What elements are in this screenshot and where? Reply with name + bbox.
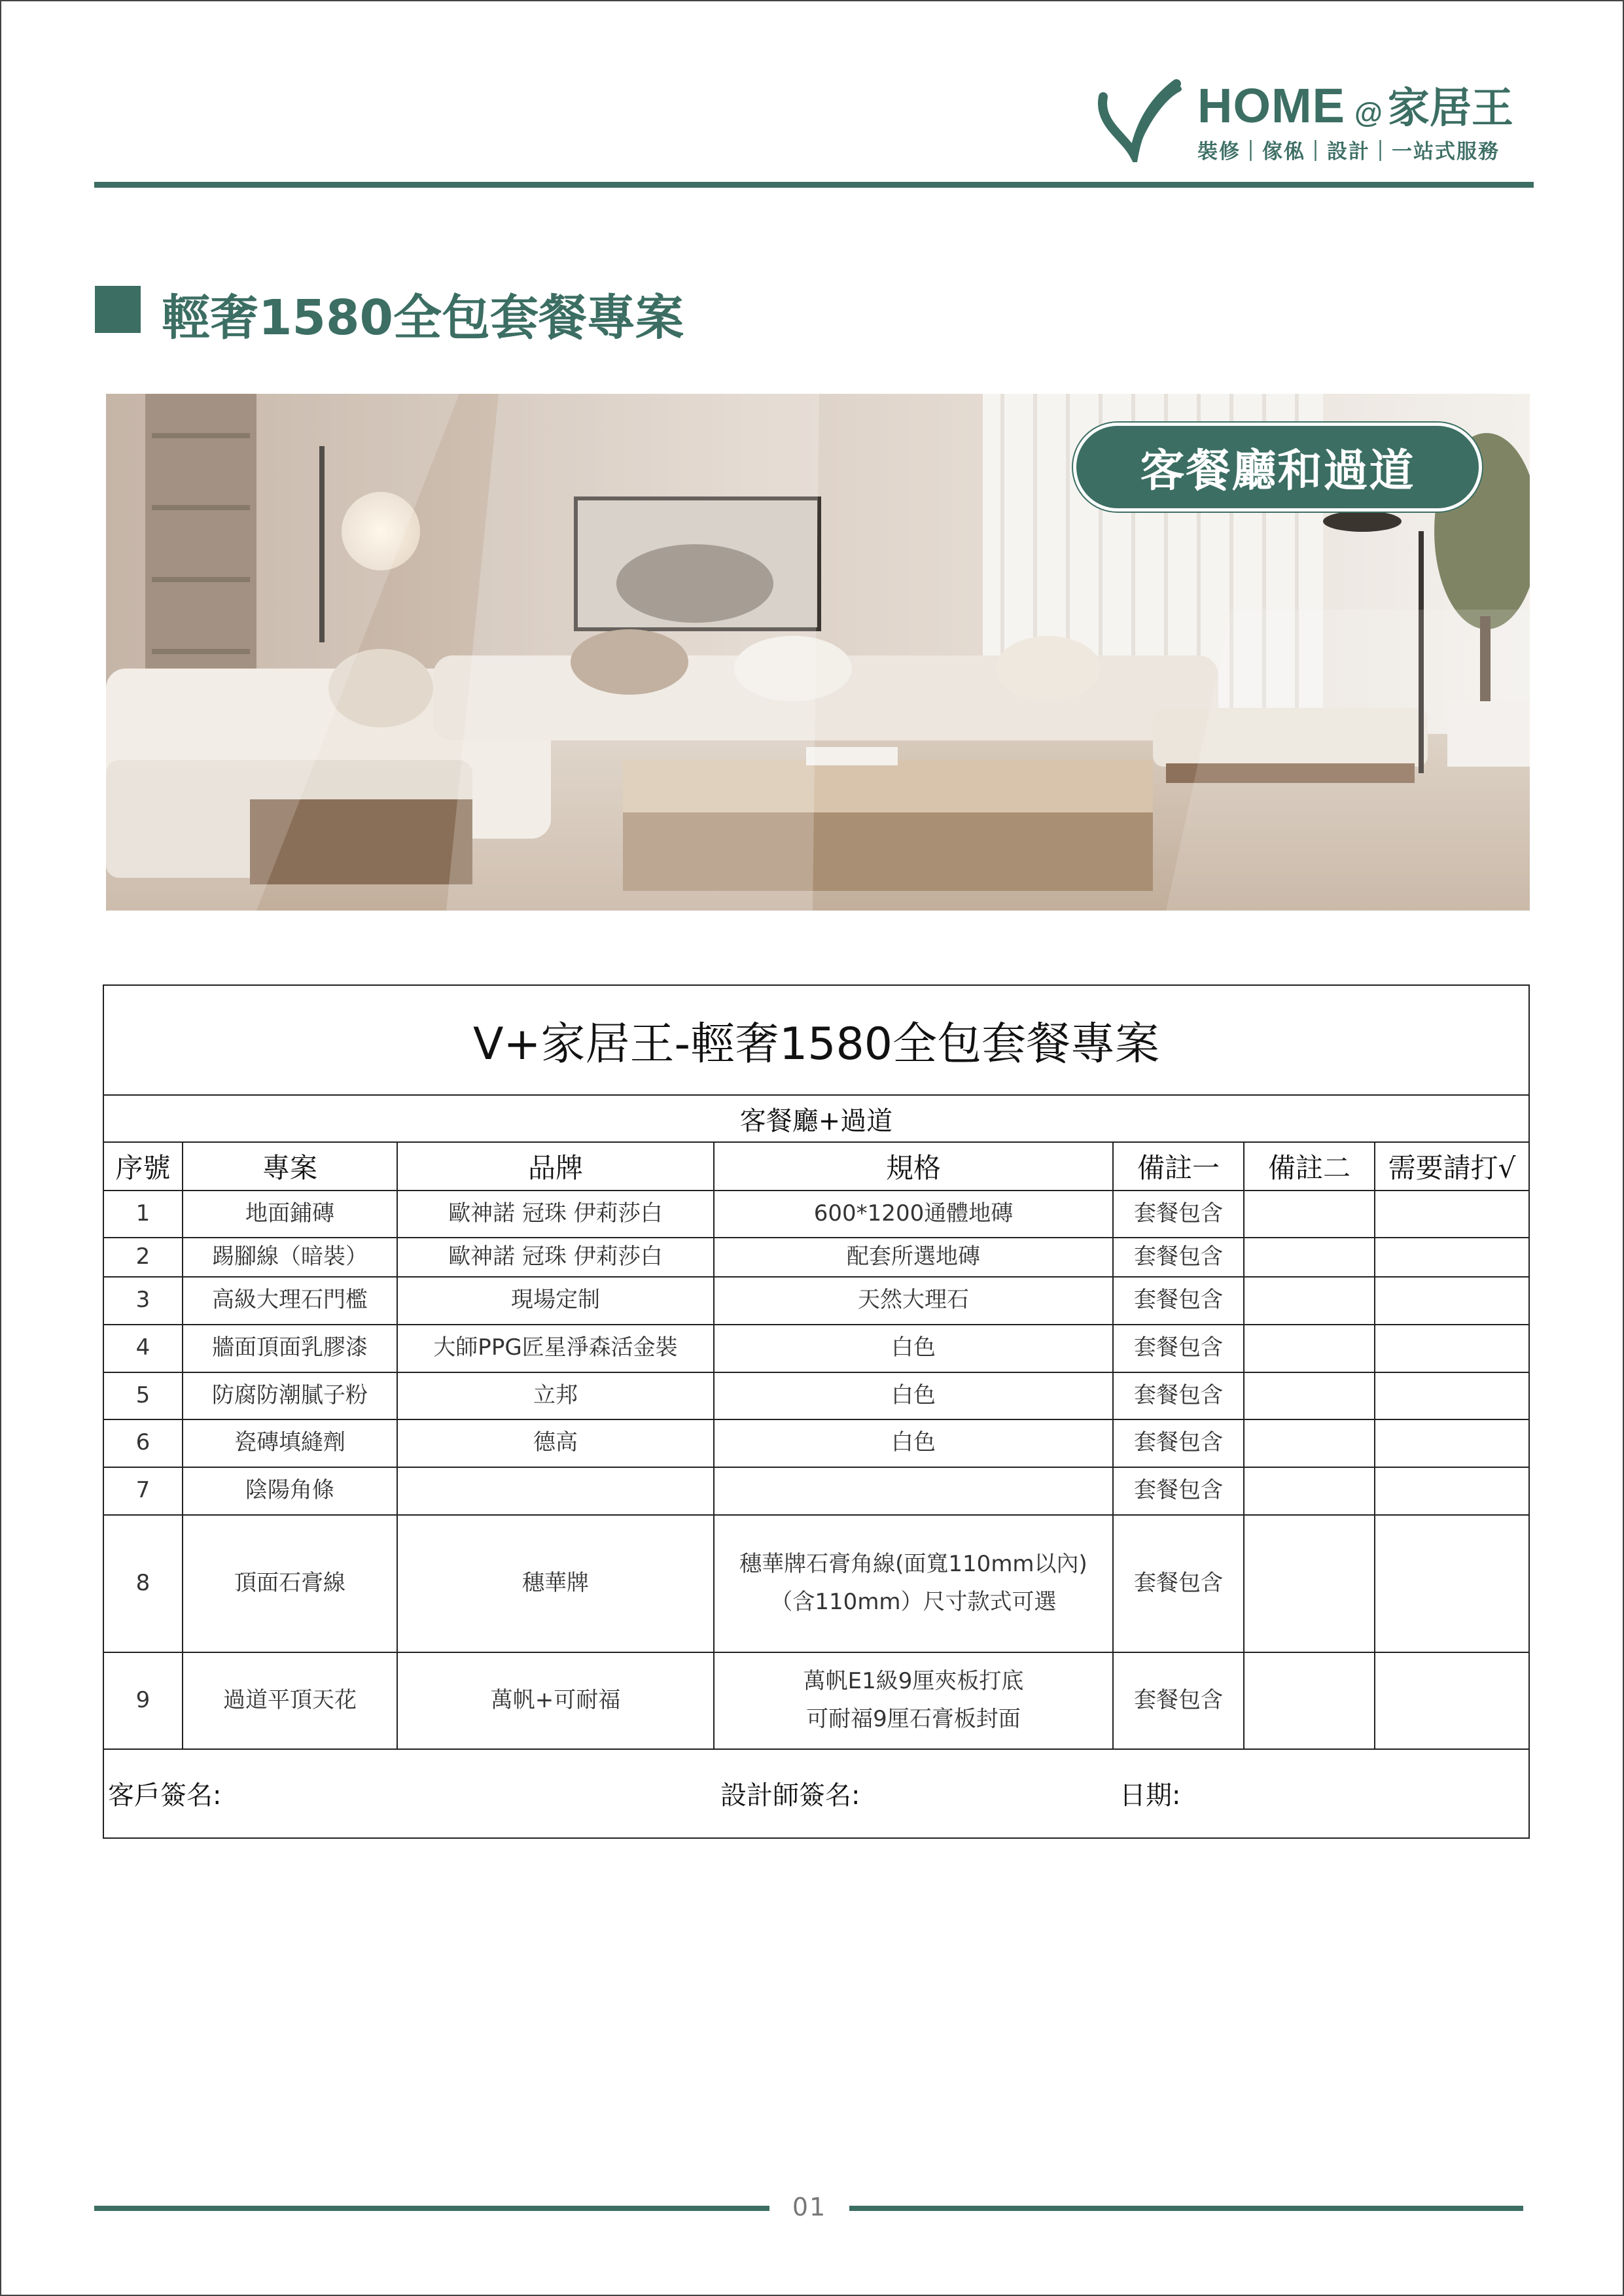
row-spec-line1: 白色 <box>891 1382 936 1408</box>
row-no: 9 <box>103 1652 183 1749</box>
v-logo-icon <box>1098 77 1183 162</box>
row-check-cell[interactable] <box>1375 1652 1529 1749</box>
row-note2 <box>1244 1372 1375 1419</box>
table-row <box>103 1419 1529 1467</box>
row-item: 牆面頂面乳膠漆 <box>183 1325 397 1372</box>
row-spec-line1: 配套所選地磚 <box>847 1244 980 1270</box>
row-check-cell[interactable] <box>1375 1515 1529 1652</box>
header-item: 專案 <box>183 1142 397 1191</box>
row-brand: 德高 <box>397 1419 714 1467</box>
table-row <box>103 1325 1529 1372</box>
row-item: 頂面石膏線 <box>183 1515 397 1652</box>
table-row <box>103 1372 1529 1419</box>
header-brand: 品牌 <box>397 1142 714 1191</box>
row-note1: 套餐包含 <box>1113 1372 1244 1419</box>
row-item: 瓷磚填縫劑 <box>183 1419 397 1467</box>
table-row <box>103 1238 1529 1277</box>
row-spec <box>714 1467 1113 1515</box>
row-brand: 萬帆+可耐福 <box>397 1652 714 1749</box>
row-note1: 套餐包含 <box>1113 1467 1244 1515</box>
header-spec: 規格 <box>714 1142 1113 1191</box>
row-note2 <box>1244 1467 1375 1515</box>
logo-home-text: HOME <box>1197 78 1345 133</box>
logo-tagline: 裝修｜傢俬｜設計｜一站式服務 <box>1197 140 1500 164</box>
customer-signature-cell[interactable] <box>103 1749 714 1838</box>
header-no: 序號 <box>103 1142 183 1191</box>
row-check-cell[interactable] <box>1375 1419 1529 1467</box>
section-title: 輕奢1580全包套餐專案 <box>162 290 684 346</box>
date-label: 日期: <box>1120 1781 1181 1811</box>
row-note2 <box>1244 1191 1375 1238</box>
row-note1: 套餐包含 <box>1113 1652 1244 1749</box>
row-no: 8 <box>103 1515 183 1652</box>
row-spec-line1: 萬帆E1級9厘夾板打底 <box>803 1668 1024 1694</box>
row-check-cell[interactable] <box>1375 1325 1529 1372</box>
row-note1: 套餐包含 <box>1113 1515 1244 1652</box>
row-check-cell[interactable] <box>1375 1467 1529 1515</box>
logo-cn-text: 家居王 <box>1387 84 1513 133</box>
title-marker-icon <box>95 286 141 333</box>
row-brand: 立邦 <box>397 1372 714 1419</box>
footer-divider-right <box>849 2206 1523 2211</box>
row-note1: 套餐包含 <box>1113 1191 1244 1238</box>
page-number: 01 <box>792 2193 827 2221</box>
header-note2: 備註二 <box>1244 1142 1375 1191</box>
header-note1: 備註一 <box>1113 1142 1244 1191</box>
row-note1: 套餐包含 <box>1113 1325 1244 1372</box>
row-item: 過道平頂天花 <box>183 1652 397 1749</box>
row-brand: 歐神諾 冠珠 伊莉莎白 <box>397 1191 714 1238</box>
row-no: 6 <box>103 1419 183 1467</box>
row-no: 7 <box>103 1467 183 1515</box>
row-no: 3 <box>103 1277 183 1325</box>
row-brand: 歐神諾 冠珠 伊莉莎白 <box>397 1238 714 1277</box>
row-spec-line1: 穗華牌石膏角線(面寬110mm以內) <box>739 1551 1087 1577</box>
row-spec <box>714 1372 1113 1419</box>
row-check-cell[interactable] <box>1375 1191 1529 1238</box>
row-note2 <box>1244 1277 1375 1325</box>
row-no: 4 <box>103 1325 183 1372</box>
row-check-cell[interactable] <box>1375 1372 1529 1419</box>
table-header-row <box>103 1142 1529 1191</box>
hero-image <box>106 394 1530 911</box>
logo-at-text: @ <box>1354 97 1383 129</box>
table-row <box>103 1191 1529 1238</box>
row-spec-line1: 天然大理石 <box>858 1287 969 1313</box>
table-row <box>103 1652 1529 1749</box>
row-spec-line2: （含110mm）尺寸款式可選 <box>770 1588 1057 1615</box>
row-note2 <box>1244 1652 1375 1749</box>
header-divider <box>94 182 1534 188</box>
table-subtitle-row <box>103 1095 1529 1142</box>
row-spec <box>714 1325 1113 1372</box>
brand-logo <box>1098 75 1536 166</box>
row-check-cell[interactable] <box>1375 1238 1529 1277</box>
row-brand <box>397 1467 714 1515</box>
signature-row <box>103 1749 1529 1838</box>
row-note2 <box>1244 1238 1375 1277</box>
designer-signature-label: 設計師簽名: <box>720 1781 860 1811</box>
row-spec-line1: 600*1200通體地磚 <box>813 1200 1014 1227</box>
date-cell[interactable] <box>1120 1749 1529 1838</box>
logo-wordmark <box>1197 75 1513 133</box>
row-spec <box>714 1652 1113 1749</box>
table-title-row <box>103 985 1529 1095</box>
row-item: 防腐防潮膩子粉 <box>183 1372 397 1419</box>
row-spec-line1: 白色 <box>891 1429 936 1456</box>
row-spec-line2: 可耐福9厘石膏板封面 <box>806 1705 1021 1732</box>
row-brand: 穗華牌 <box>397 1515 714 1652</box>
table-subtitle: 客餐廳+過道 <box>103 1095 1529 1142</box>
customer-signature-label: 客戶簽名: <box>108 1781 222 1811</box>
footer-divider-left <box>94 2206 769 2211</box>
row-spec <box>714 1277 1113 1325</box>
row-spec <box>714 1191 1113 1238</box>
row-note2 <box>1244 1419 1375 1467</box>
table-row <box>103 1467 1529 1515</box>
row-spec-line1: 白色 <box>891 1334 936 1361</box>
row-item: 陰陽角條 <box>183 1467 397 1515</box>
row-spec <box>714 1238 1113 1277</box>
row-item: 地面鋪磚 <box>183 1191 397 1238</box>
row-item: 高級大理石門檻 <box>183 1277 397 1325</box>
table-row <box>103 1515 1529 1652</box>
row-no: 2 <box>103 1238 183 1277</box>
row-note1: 套餐包含 <box>1113 1277 1244 1325</box>
row-no: 5 <box>103 1372 183 1419</box>
row-note1: 套餐包含 <box>1113 1419 1244 1467</box>
row-spec <box>714 1515 1113 1652</box>
row-item: 踢腳線（暗裝） <box>183 1238 397 1277</box>
header-check: 需要請打√ <box>1375 1142 1529 1191</box>
table-title: V+家居王-輕奢1580全包套餐專案 <box>103 985 1529 1095</box>
row-spec <box>714 1419 1113 1467</box>
row-no: 1 <box>103 1191 183 1238</box>
row-note2 <box>1244 1515 1375 1652</box>
quote-table <box>103 984 1530 1839</box>
row-brand: 大師PPG匠星淨森活金裝 <box>397 1325 714 1372</box>
table-row <box>103 1277 1529 1325</box>
row-check-cell[interactable] <box>1375 1277 1529 1325</box>
row-note1: 套餐包含 <box>1113 1238 1244 1277</box>
row-note2 <box>1244 1325 1375 1372</box>
row-brand: 現場定制 <box>397 1277 714 1325</box>
hero-badge: 客餐廳和過道 <box>1073 423 1482 512</box>
